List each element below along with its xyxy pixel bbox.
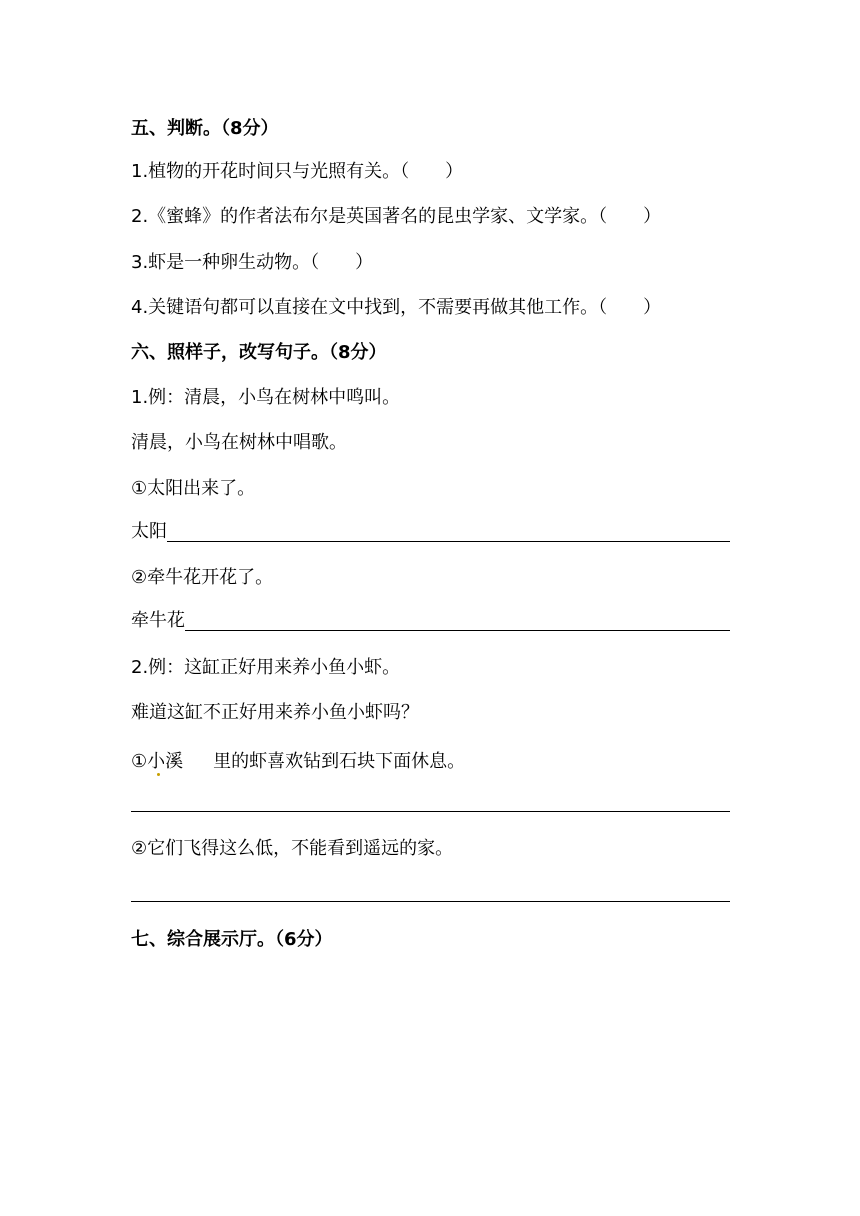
answer-prefix-morning-glory: 牵牛花 — [131, 610, 185, 631]
exercise-1-answer-2-row — [131, 609, 730, 633]
answer-blank-1[interactable] — [167, 521, 730, 542]
answer-prefix-sun: 太阳 — [131, 521, 167, 542]
judge-item-4: 4.关键语句都可以直接在文中找到，不需要再做其他工作。（ ） — [131, 297, 662, 318]
exercise-2-q1-part-b: 里的虾喜欢钻到石块下面休息。 — [213, 751, 466, 772]
answer-blank-4[interactable] — [131, 901, 730, 902]
answer-blank-2[interactable] — [185, 610, 730, 631]
answer-blank-3[interactable] — [131, 811, 730, 812]
example-1-label: 1.例：清晨，小鸟在树林中鸣叫。 — [131, 387, 401, 408]
section-7-heading: 七、综合展示厅。（6分） — [131, 929, 333, 950]
section-6-heading: 六、照样子，改写句子。（8分） — [131, 342, 387, 363]
exercise-2-question-1 — [131, 750, 465, 774]
section-5-heading: 五、判断。（8分） — [131, 118, 279, 139]
example-1-answer: 清晨，小鸟在树林中唱歌。 — [131, 432, 347, 453]
exercise-2-q1-part-a: ①小溪 — [131, 751, 184, 772]
judge-item-2: 2.《蜜蜂》的作者法布尔是英国著名的昆虫学家、文学家。（ ） — [131, 206, 662, 227]
example-2-label: 2.例：这缸正好用来养小鱼小虾。 — [131, 657, 401, 678]
judge-item-3: 3.虾是一种卵生动物。（ ） — [131, 252, 374, 273]
judge-item-1: 1.植物的开花时间只与光照有关。（ ） — [131, 161, 464, 182]
exercise-1-question-1: ①太阳出来了。 — [131, 478, 256, 499]
exercise-1-question-2: ②牵牛花开花了。 — [131, 567, 274, 588]
exercise-2-question-2: ②它们飞得这么低，不能看到遥远的家。 — [131, 838, 454, 859]
example-2-answer: 难道这缸不正好用来养小鱼小虾吗？ — [131, 702, 419, 723]
exercise-1-answer-1-row — [131, 520, 730, 544]
